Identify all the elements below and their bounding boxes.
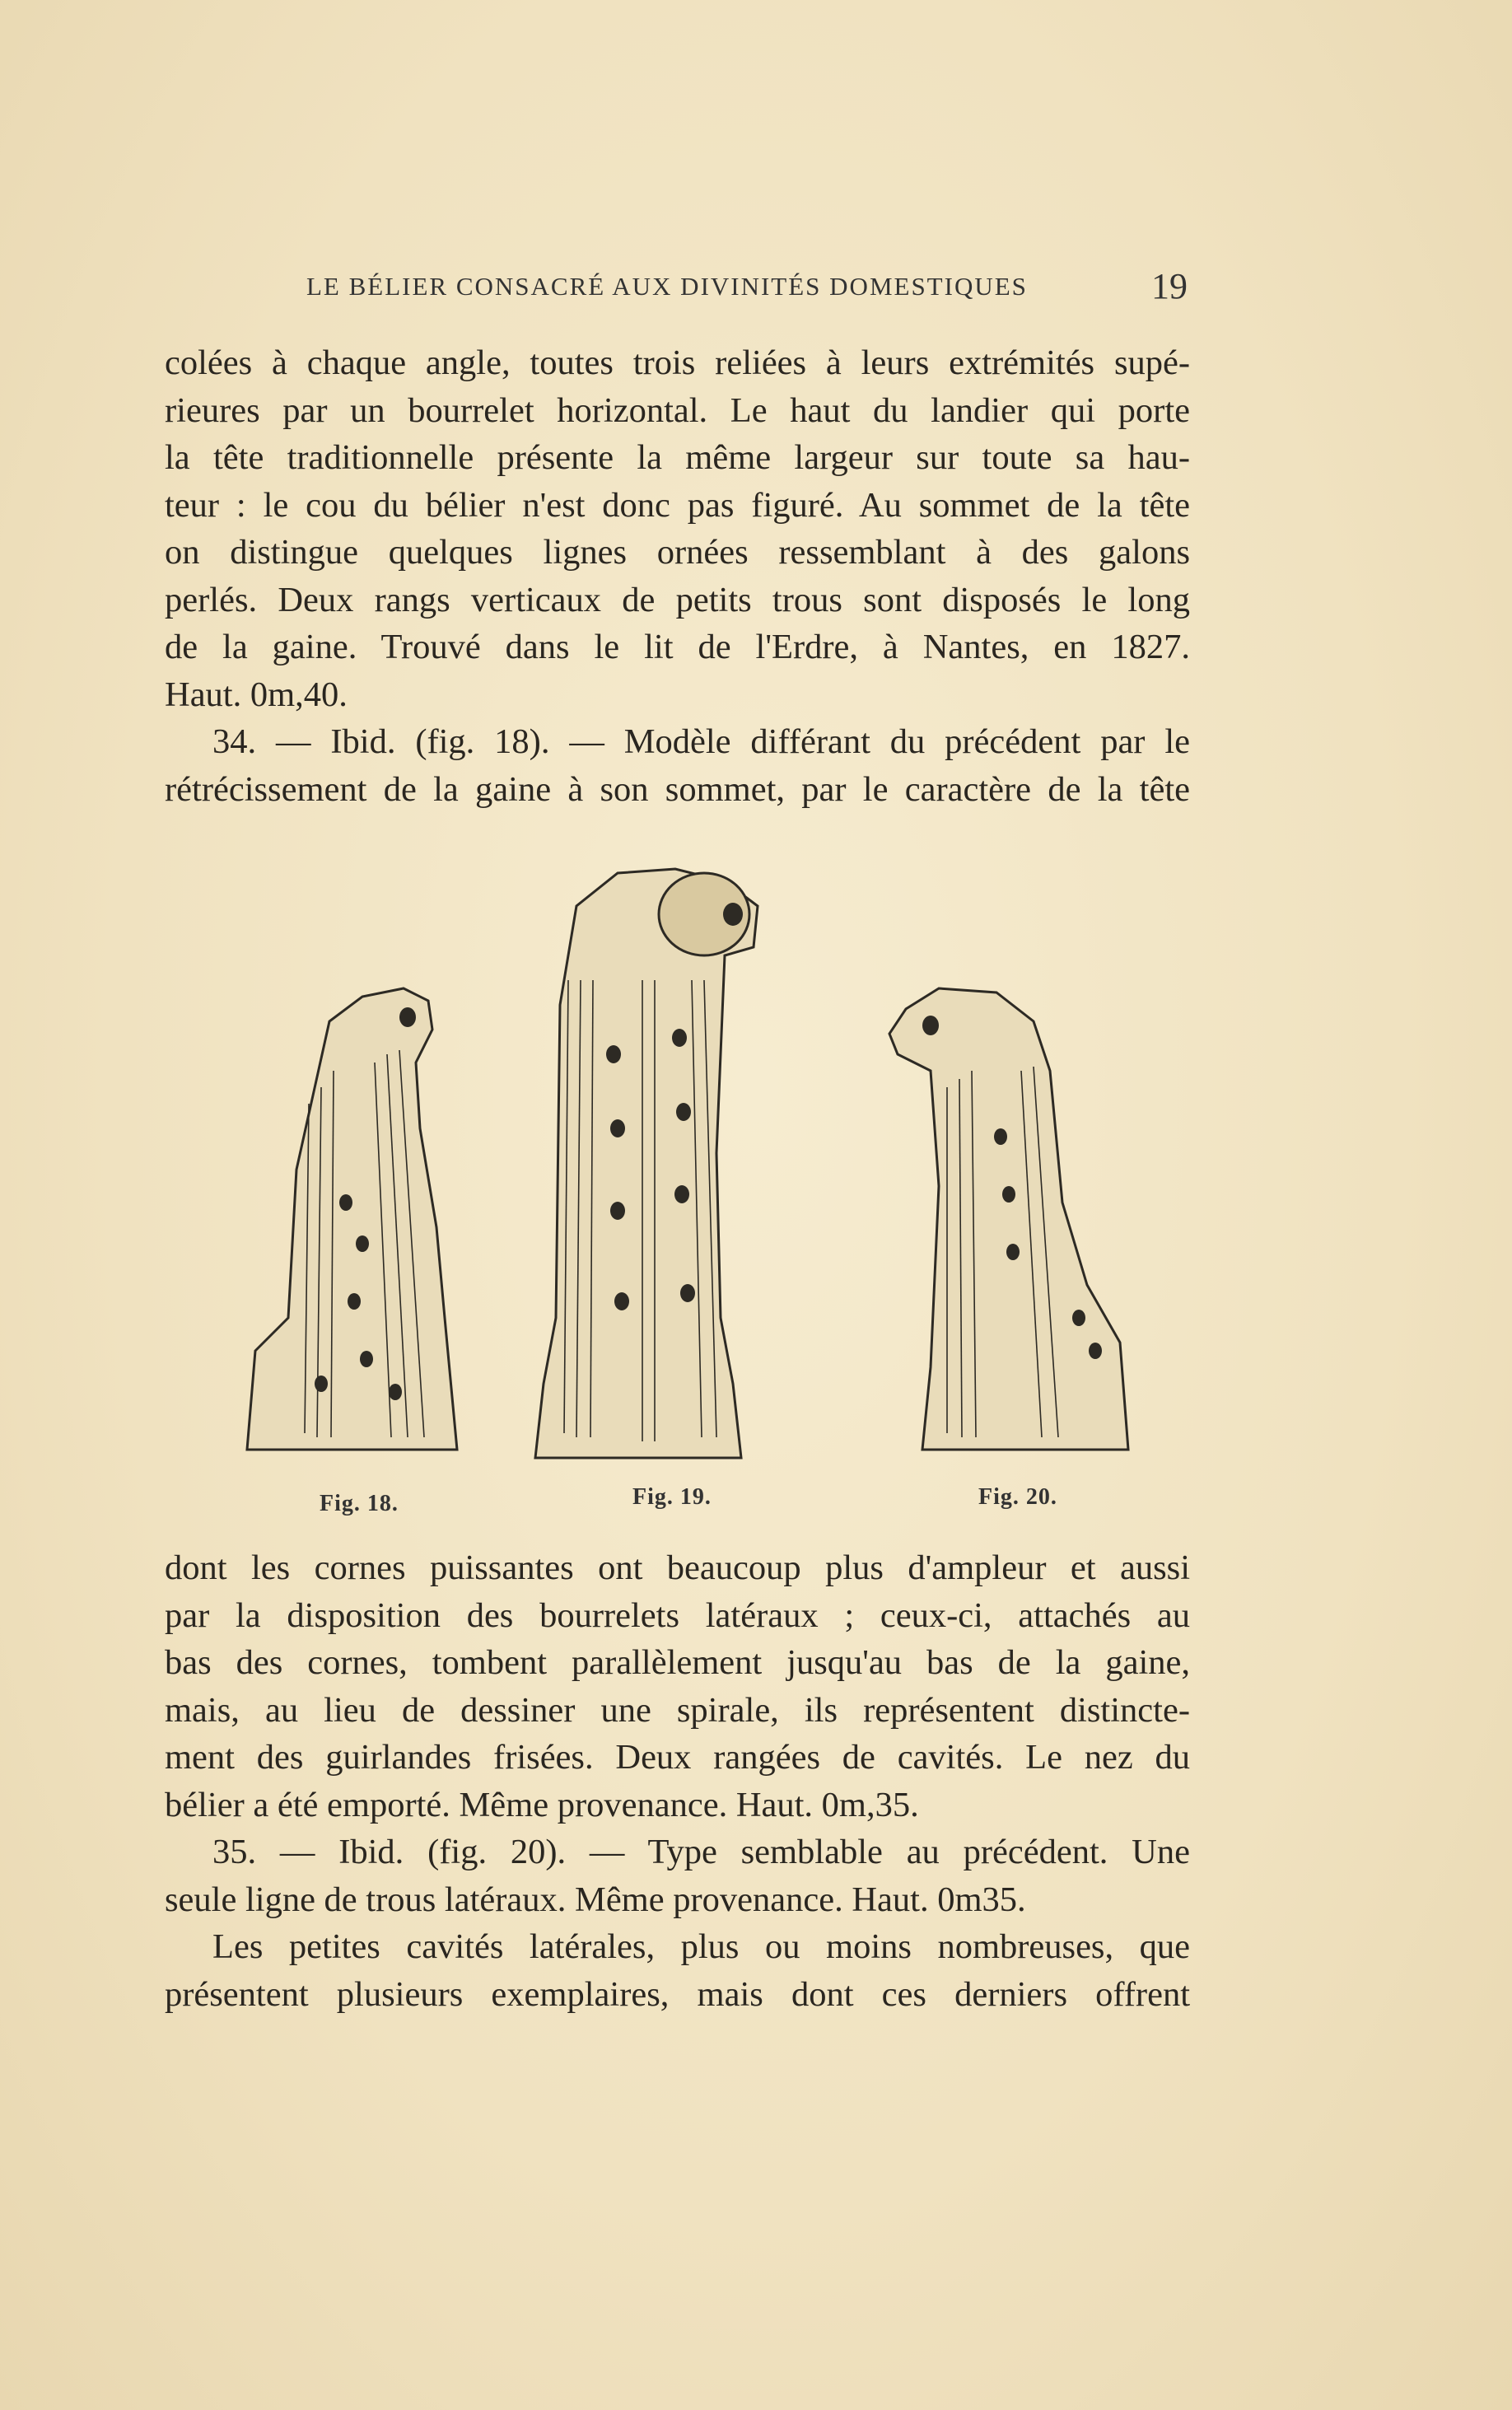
page-number: 19	[1151, 266, 1188, 306]
text-block-top	[165, 339, 1190, 813]
figure-19-caption: Fig. 19.	[632, 1484, 712, 1510]
header-title: LE BÉLIER CONSACRÉ AUX DIVINITÉS DOMESTIQUES	[306, 272, 1028, 301]
text-line: ment des guirlandes frisées. Deux rangées de cavités. Le nez du	[165, 1738, 1190, 1777]
text-line: bélier a été emporté. Même provenance. Haut. 0m,35.	[165, 1785, 919, 1824]
entry-34-line: 34. — Ibid. (fig. 18). — Modèle différant du précédent par le	[212, 722, 1190, 761]
text-line: la tête traditionnelle présente la même largeur sur toute sa hau-	[165, 438, 1190, 477]
entry-35-line: seule ligne de trous latéraux. Même provenance. Haut. 0m35.	[165, 1880, 1026, 1919]
text-line: rieures par un bourrelet horizontal. Le haut du landier qui porte	[165, 390, 1190, 430]
figure-20-drawing	[889, 988, 1128, 1450]
figure-18-caption: Fig. 18.	[320, 1491, 399, 1516]
text-line: dont les cornes puissantes ont beaucoup plus d'ampleur et aussi	[165, 1548, 1190, 1587]
text-line: perlés. Deux rangs verticaux de petits trous sont disposés le long	[165, 580, 1190, 619]
text-block-bottom	[165, 1544, 1190, 2018]
figure-19-drawing	[535, 869, 758, 1458]
text-line: mais, au lieu de dessiner une spirale, ils représentent distincte-	[165, 1690, 1190, 1730]
figures-illustration	[231, 857, 1169, 1516]
text-line: présentent plusieurs exemplaires, mais dont ces derniers offrent	[165, 1974, 1190, 2014]
entry-35-line: 35. — Ibid. (fig. 20). — Type semblable au précédent. Une	[212, 1833, 1190, 1871]
text-line: on distingue quelques lignes ornées ressemblant à des galons	[165, 533, 1190, 572]
ram-figurines-drawing	[231, 857, 1169, 1483]
text-line: par la disposition des bourrelets latéraux ; ceux-ci, attachés au	[165, 1595, 1190, 1635]
text-line: Les petites cavités latérales, plus ou moins nombreuses, que	[212, 1927, 1190, 1966]
text-line: teur : le cou du bélier n'est donc pas figuré. Au sommet de la tête	[165, 485, 1190, 525]
figure-20-caption: Fig. 20.	[978, 1484, 1057, 1510]
entry-34-line: rétrécissement de la gaine à son sommet, par le caractère de la tête	[165, 769, 1190, 809]
text-line: bas des cornes, tombent parallèlement jusqu'au bas de la gaine,	[165, 1643, 1190, 1682]
figure-18-drawing	[247, 988, 457, 1450]
text-line: Haut. 0m,40.	[165, 675, 348, 714]
text-line: de la gaine. Trouvé dans le lit de l'Erdre, à Nantes, en 1827.	[165, 628, 1190, 666]
text-line: colées à chaque angle, toutes trois reliées à leurs extrémités supé-	[165, 343, 1190, 382]
